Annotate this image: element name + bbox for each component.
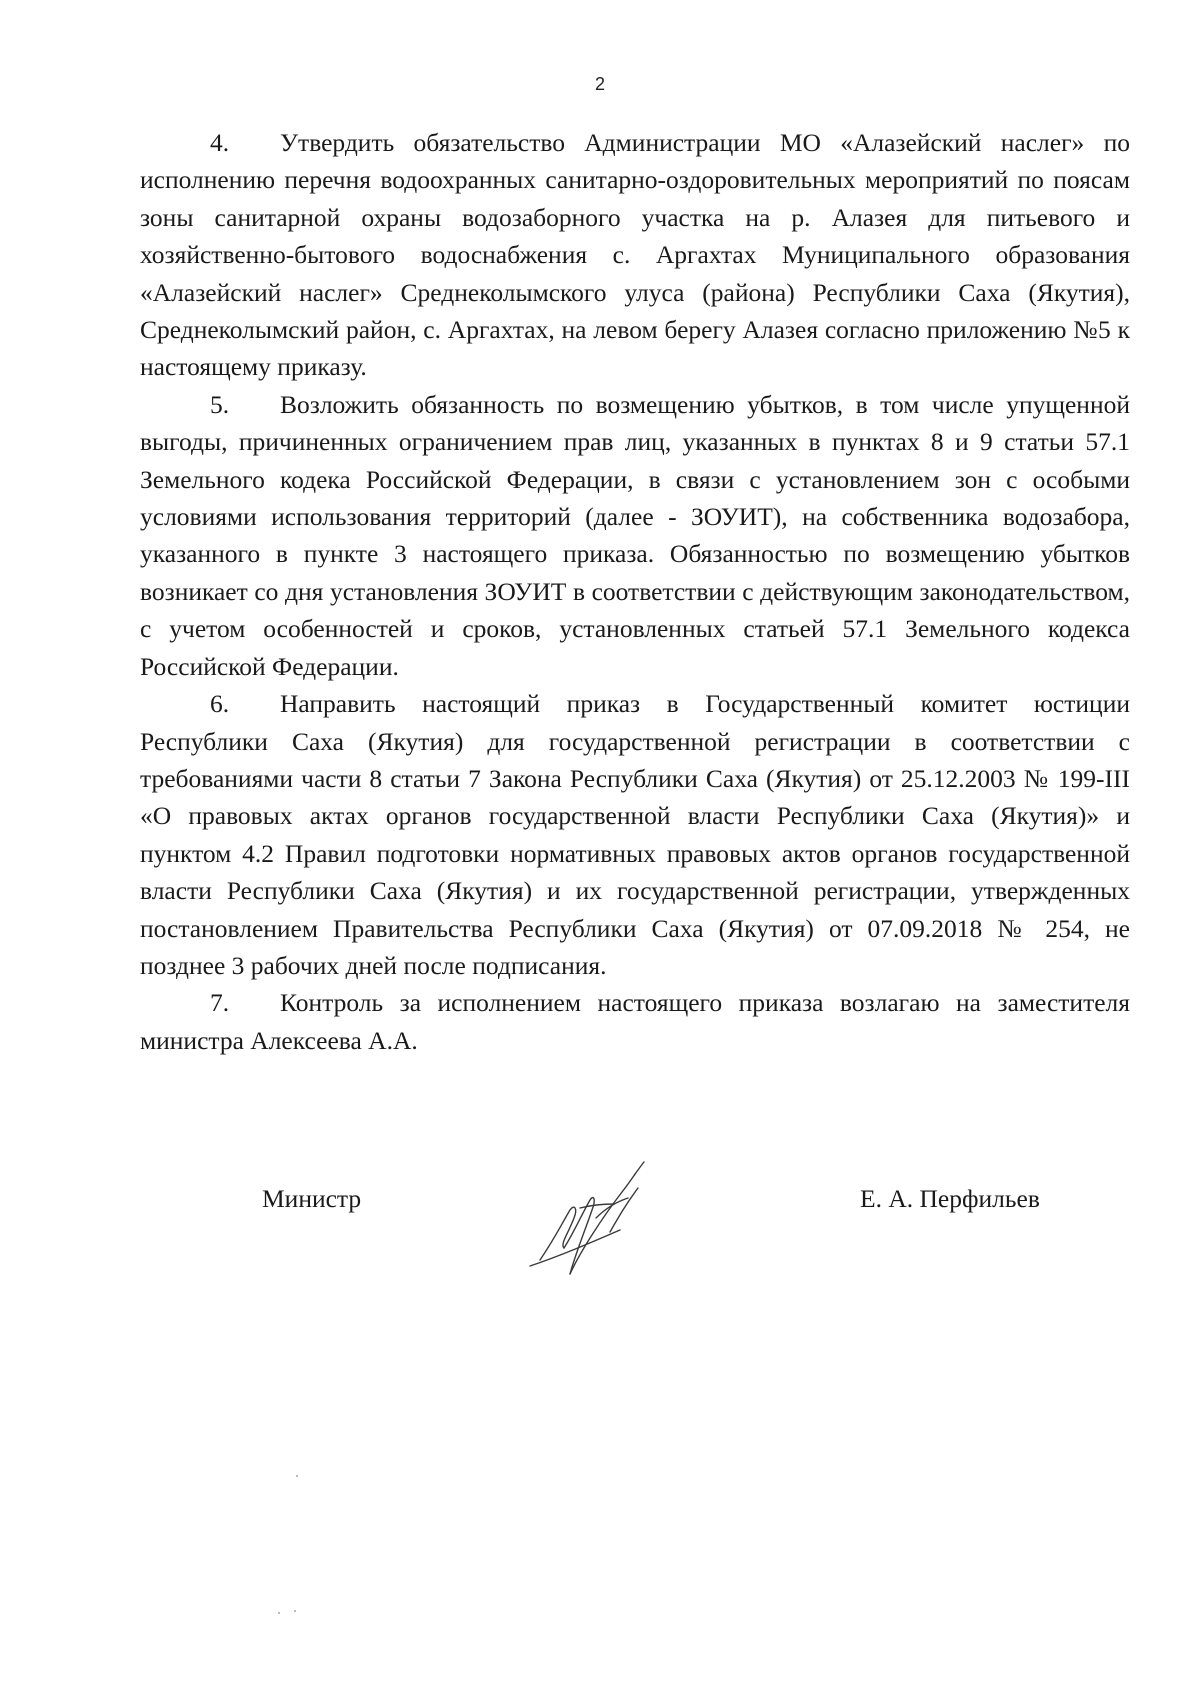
- paragraph-number: 5.: [210, 389, 230, 419]
- paragraph-text: Контроль за исполнением настоящего приказа возлагаю на заместителя министра Алексеева А.А.: [140, 988, 1130, 1055]
- scan-speck: [294, 1610, 296, 1612]
- paragraph-number: 4.: [210, 128, 230, 157]
- paragraph-text: Направить настоящий приказ в Государственный комитет юстиции Республики Саха (Якутия) для государственной регистрации в соответствии с требованиями части 8 статьи 7 Закона Республики Саха (Якутия) от 25.12.2003 № 199-III «О правовых актах органов государственной власти Республики Саха (Якутия)» и пунктом 4.2 Правил подготовки нормативных правовых актов органов государственной власти Республики Саха (Якутия) и их государственной регистрации, утвержденных постановлением Правительства Республики Саха (Якутия) от 07.09.2018 № 254, не позднее 3 рабочих дней после подписания.: [140, 689, 1130, 980]
- paragraph-number: 6.: [210, 689, 230, 719]
- document-body: [140, 124, 1130, 1059]
- paragraph-7: [140, 984, 1130, 1059]
- page-number: 2: [594, 74, 605, 94]
- paragraph-6: [140, 685, 1130, 984]
- paragraph-5: [140, 386, 1130, 685]
- signatory-name: Е. А. Перфильев: [860, 1184, 1040, 1213]
- scan-speck: [278, 1612, 280, 1614]
- paragraph-4: [140, 124, 1130, 386]
- paragraph-text: Утвердить обязательство Администрации МО «Алазейский наслег» по исполнению перечня водоохранных санитарно-оздоровительных мероприятий по поясам зоны санитарной охраны водозаборного участка на р. Алазея для питьевого и хозяйственно-бытового водоснабжения с. Аргахтах Муниципального образования «Алазейский наслег» Среднеколымского улуса (района) Республики Саха (Якутия), Среднеколымский район, с. Аргахтах, на левом берегу Алазея согласно приложению №5 к настоящему приказу.: [140, 128, 1130, 382]
- paragraph-number: 7.: [210, 988, 230, 1018]
- signatory-title: Министр: [262, 1184, 362, 1213]
- signature-block: [0, 1170, 1200, 1320]
- scan-speck: [296, 1475, 298, 1477]
- handwritten-signature: [510, 1148, 680, 1298]
- paragraph-text: Возложить обязанность по возмещению убытков, в том числе упущенной выгоды, причиненных ограничением прав лиц, указанных в пунктах 8 и 9 статьи 57.1 Земельного кодека Российской Федерации, в связи с установлением зон с особыми условиями использования территорий (далее - ЗОУИТ), на собственника водозабора, указанного в пункте 3 настоящего приказа. Обязанностью по возмещению убытков возникает со дня установления ЗОУИТ в соответствии с действующим законодательством, с учетом особенностей и сроков, установленных статьей 57.1 Земельного кодекса Российской Федерации.: [140, 389, 1130, 681]
